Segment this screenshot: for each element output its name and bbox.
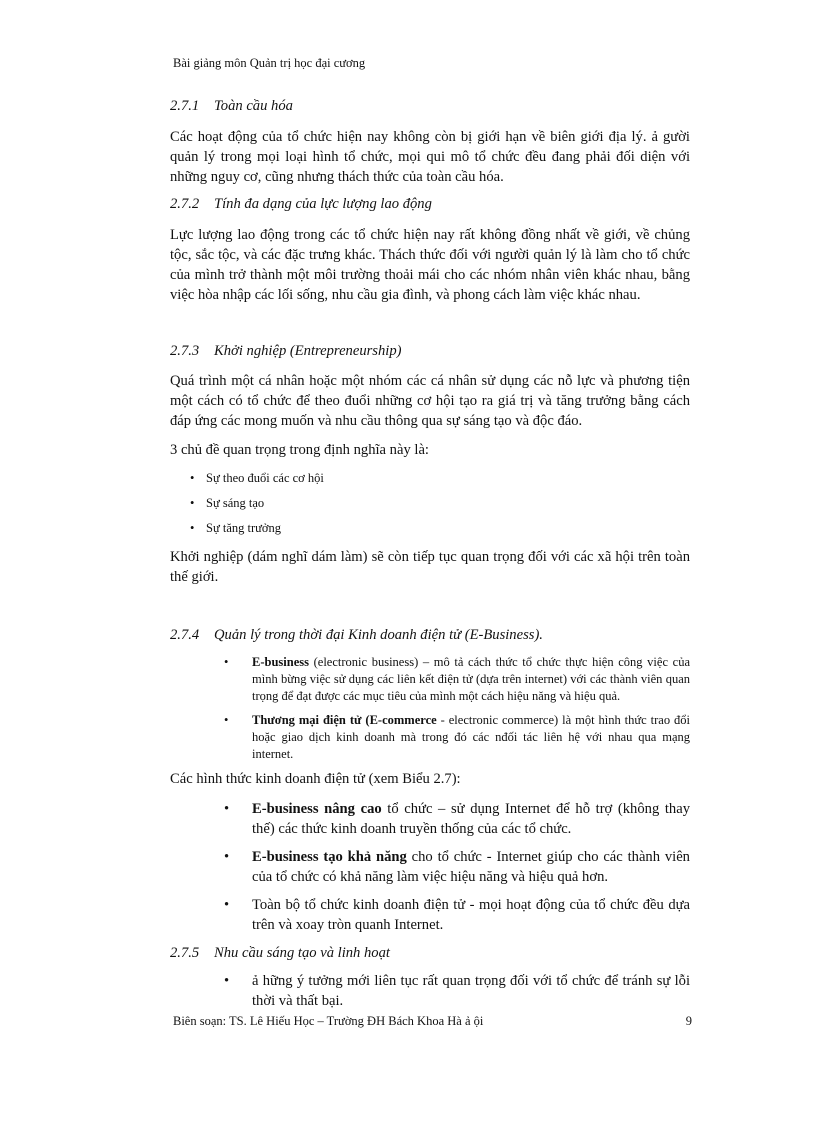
paragraph-globalization: Các hoạt động của tổ chức hiện nay không còn bị giới hạn về biên giới địa lý. ả gười quản lý trong mọi loại hình tổ chức, mọi qui mô tổ chức đều đang phải đối diện với những nguy cơ, cũng nhưng thách thức của toàn cầu hóa. — [170, 129, 690, 185]
section-number: 2.7.4 — [170, 627, 200, 643]
heading-2-7-2 — [170, 194, 690, 214]
page-header: Bài giảng môn Quản trị học đại cương — [173, 56, 366, 70]
list-item-ebusiness — [170, 654, 690, 705]
term-enhanced: E-business nâng cao — [252, 801, 382, 817]
paragraph-entrepreneurship-definition: Quá trình một cá nhân hoặc một nhóm các cá nhân sử dụng các nỗ lực và phương tiện một cách có tổ chức để theo đuổi những cơ hội tạo ra giá trị và tăng trưởng bằng cách đáp ứng các mong muốn và nhu cầu thông qua sự sáng tạo và độc đáo. — [170, 373, 690, 429]
footer-author: Biên soạn: TS. Lê Hiếu Học – Trường ĐH Bách Khoa Hà ả ội — [173, 1014, 484, 1028]
list-item-total: • Toàn bộ tổ chức kinh doanh điện tử - mọi hoạt động của tổ chức đều dựa trên và xoay tròn quanh Internet. — [170, 895, 690, 935]
heading-2-7-4 — [170, 625, 690, 645]
paragraph-entrepreneurship-importance: Khởi nghiệp (dám nghĩ dám làm) sẽ còn tiếp tục quan trọng đối với các xã hội trên toàn thế giới. — [170, 549, 690, 585]
ebusiness-forms-list — [170, 799, 690, 935]
paragraph-three-topics: 3 chủ đề quan trọng trong định nghĩa này là: — [170, 442, 429, 458]
paragraph-workforce-diversity: Lực lượng lao động trong các tổ chức hiện nay rất không đồng nhất về giới, về chủng tộc, sắc tộc, và các đặc trưng khác. Thách thức đối với người quản lý là làm cho tổ chức của mình trở thành một môi trường thoải mái cho các nhóm nhân viên khác nhau, bằng việc hòa nhập các lối sống, nhu cầu gia đình, và phong cách làm việc khác nhau. — [170, 227, 690, 303]
section-number: 2.7.2 — [170, 196, 200, 212]
creativity-list — [170, 971, 690, 1011]
ebusiness-definitions-list — [170, 654, 690, 763]
list-item: • Sự tăng trưởng — [170, 516, 690, 541]
page-body — [170, 96, 690, 1011]
definition-text: (electronic business) – mô tả cách thức tổ chức thực hiện công việc của mình bừng việc sử dụng các liên kết điện tử (dựa trên internet) với các thành viên quan trọng để đạt được các mục tiêu của mình một cách hiệu năng và hiệu quả. — [252, 655, 690, 703]
section-number: 2.7.5 — [170, 945, 200, 961]
list-item-new-ideas: • ả hững ý tưởng mới liên tục rất quan trọng đối với tổ chức để tránh sự lỗi thời và thất bại. — [170, 971, 690, 1011]
term-enabled: E-business tạo khả năng — [252, 849, 407, 865]
topics-list — [170, 466, 690, 541]
paragraph-forms-intro: Các hình thức kinh doanh điện tử (xem Biểu 2.7): — [170, 771, 461, 787]
section-title: Tính đa dạng của lực lượng lao động — [214, 196, 432, 212]
section-number: 2.7.1 — [170, 98, 200, 114]
form-text: cho tổ chức - Internet giúp cho các thành viên của tổ chức có khả năng làm việc hiệu năng và hiệu quả hơn. — [252, 849, 690, 885]
section-title: Khởi nghiệp (Entrepreneurship) — [214, 343, 402, 359]
list-item: • Sự theo đuổi các cơ hội — [170, 466, 690, 491]
section-title: Toàn cầu hóa — [214, 98, 293, 114]
definition-text: - electronic commerce) là một hình thức trao đổi hoặc giao dịch kinh doanh mà trong đó các nđối tác liên hệ với nhau qua mạng internet. — [252, 713, 691, 761]
list-item: • Sự sáng tạo — [170, 491, 690, 516]
section-title: Quản lý trong thời đại Kinh doanh điện tử (E-Business). — [214, 627, 543, 643]
term-ebusiness: E-business — [252, 655, 309, 669]
list-item-ecommerce — [170, 712, 690, 763]
heading-2-7-3 — [170, 341, 690, 361]
term-ecommerce: Thương mại điện tử (E-commerce — [252, 713, 437, 727]
page-number: 9 — [685, 1014, 692, 1028]
heading-2-7-5 — [170, 943, 690, 963]
list-item-enabled — [170, 847, 690, 887]
section-title: Nhu cầu sáng tạo và linh hoạt — [214, 945, 390, 961]
heading-2-7-1 — [170, 96, 690, 116]
section-number: 2.7.3 — [170, 343, 200, 359]
form-text: tổ chức – sử dụng Internet để hỗ trợ (không thay thế) các thức kinh doanh truyền thống của các tổ chức. — [252, 801, 690, 837]
list-item-enhanced — [170, 799, 690, 839]
page-footer — [173, 1014, 692, 1029]
